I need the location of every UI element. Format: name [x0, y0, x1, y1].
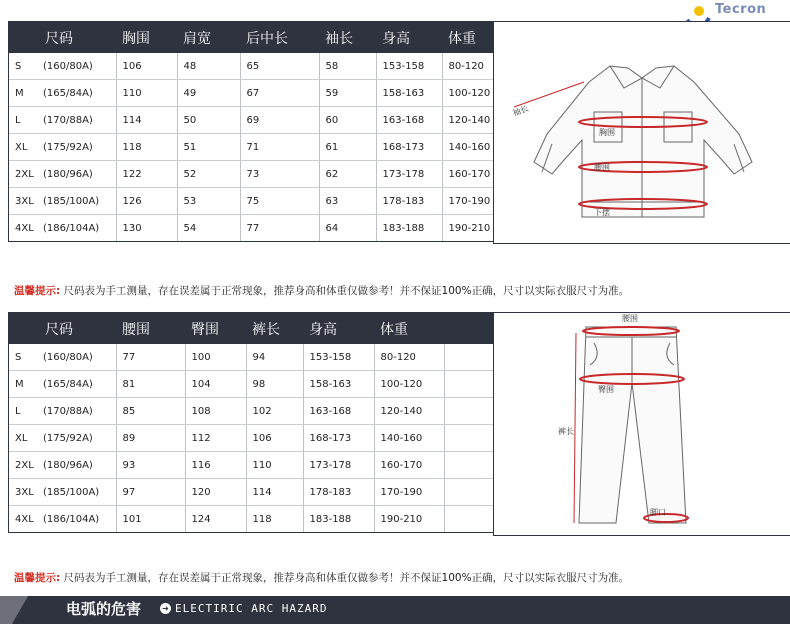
size-label: 3XL	[15, 486, 34, 498]
pants-size-table	[8, 312, 503, 533]
cell-size	[9, 161, 116, 188]
cell-height: 158-163	[303, 371, 374, 398]
cell-weight: 170-190	[442, 188, 503, 215]
cell-weight: 140-160	[374, 425, 444, 452]
size-code: (185/100A)	[43, 195, 100, 207]
cell-hip: 104	[185, 371, 246, 398]
cell-height: 173-178	[303, 452, 374, 479]
cell-waist: 93	[116, 452, 185, 479]
table-row	[9, 161, 503, 188]
cell-hip: 120	[185, 479, 246, 506]
size-label: XL	[15, 141, 28, 153]
cell-sleeve: 60	[319, 107, 376, 134]
size-label: 3XL	[15, 195, 34, 207]
cell-hip: 116	[185, 452, 246, 479]
size-label: 4XL	[15, 513, 34, 525]
cell-back: 65	[240, 53, 319, 80]
pants-diagram	[493, 312, 790, 536]
table-row	[9, 452, 501, 479]
header-size: 尺码	[9, 22, 116, 53]
cell-weight: 170-190	[374, 479, 444, 506]
cell-back: 75	[240, 188, 319, 215]
tip-text: 尺码表为手工测量，存在误差属于正常现象，推荐身高和体重仅做参考！并不保证100%正确，尺寸以实际衣服尺寸为准。	[63, 572, 630, 584]
tip-label: 温馨提示:	[14, 285, 61, 297]
cell-size	[9, 452, 116, 479]
cell-shoulder: 51	[177, 134, 240, 161]
cell-sleeve: 62	[319, 161, 376, 188]
header-height: 身高	[303, 313, 374, 344]
cell-sleeve: 63	[319, 188, 376, 215]
header-shoulder: 肩宽	[177, 22, 240, 53]
size-code: (180/96A)	[43, 168, 93, 180]
cell-sleeve: 58	[319, 53, 376, 80]
cell-weight: 100-120	[442, 80, 503, 107]
cell-height: 168-173	[303, 425, 374, 452]
cell-size	[9, 215, 116, 242]
table-row	[9, 506, 501, 533]
cell-size	[9, 398, 116, 425]
cell-back: 73	[240, 161, 319, 188]
cell-height: 153-158	[376, 53, 442, 80]
header-weight: 体重	[442, 22, 503, 53]
table-row	[9, 134, 503, 161]
label-cuff: 脚口	[650, 508, 666, 517]
cell-shoulder: 54	[177, 215, 240, 242]
size-label: 2XL	[15, 168, 34, 180]
table-row	[9, 215, 503, 242]
cell-chest: 118	[116, 134, 177, 161]
cell-waist: 97	[116, 479, 185, 506]
cell-weight: 120-140	[442, 107, 503, 134]
cell-height: 178-183	[376, 188, 442, 215]
footer-title: 电弧的危害	[66, 600, 142, 618]
cell-chest: 126	[116, 188, 177, 215]
cell-chest: 130	[116, 215, 177, 242]
size-label: L	[15, 114, 21, 126]
size-code: (186/104A)	[43, 222, 100, 234]
label-length: 裤长	[558, 427, 574, 436]
cell-size	[9, 107, 116, 134]
cell-shoulder: 52	[177, 161, 240, 188]
cell-back: 77	[240, 215, 319, 242]
cell-chest: 122	[116, 161, 177, 188]
cell-waist: 81	[116, 371, 185, 398]
header-weight: 体重	[374, 313, 444, 344]
size-label: S	[15, 60, 22, 72]
cell-length: 110	[246, 452, 303, 479]
cell-hip: 124	[185, 506, 246, 533]
jacket-header-row	[9, 22, 503, 53]
cell-height: 163-168	[303, 398, 374, 425]
tip-jacket	[14, 283, 629, 298]
cell-size	[9, 80, 116, 107]
cell-height: 168-173	[376, 134, 442, 161]
table-row	[9, 398, 501, 425]
cell-shoulder: 53	[177, 188, 240, 215]
footer-subtitle: ELECTIRIC ARC HAZARD	[175, 602, 328, 615]
cell-height: 153-158	[303, 344, 374, 371]
size-code: (160/80A)	[43, 351, 93, 363]
size-label: M	[15, 87, 24, 99]
jacket-illustration	[494, 22, 790, 243]
label-hem: 下摆	[594, 208, 610, 217]
tip-text: 尺码表为手工测量，存在误差属于正常现象，推荐身高和体重仅做参考！并不保证100%正确，尺寸以实际衣服尺寸为准。	[63, 285, 630, 297]
table-row	[9, 53, 503, 80]
cell-size	[9, 53, 116, 80]
label-waist: 腰围	[594, 163, 610, 172]
cell-back: 67	[240, 80, 319, 107]
cell-weight: 190-210	[374, 506, 444, 533]
cell-waist: 85	[116, 398, 185, 425]
arrow-right-icon: ➜	[160, 603, 171, 614]
table-row	[9, 479, 501, 506]
table-row	[9, 425, 501, 452]
cell-shoulder: 50	[177, 107, 240, 134]
size-code: (160/80A)	[43, 60, 93, 72]
cell-weight: 160-170	[442, 161, 503, 188]
cell-height: 183-188	[376, 215, 442, 242]
jacket-size-table	[8, 21, 505, 242]
section-footer	[0, 592, 790, 631]
cell-back: 71	[240, 134, 319, 161]
size-code: (185/100A)	[43, 486, 100, 498]
size-label: 4XL	[15, 222, 34, 234]
header-sleeve: 袖长	[319, 22, 376, 53]
pants-illustration	[494, 313, 790, 535]
cell-height: 183-188	[303, 506, 374, 533]
cell-chest: 106	[116, 53, 177, 80]
header-waist: 腰围	[116, 313, 185, 344]
header-size: 尺码	[9, 313, 116, 344]
label-hip: 臀围	[598, 385, 614, 394]
size-label: XL	[15, 432, 28, 444]
cell-size	[9, 506, 116, 533]
cell-length: 98	[246, 371, 303, 398]
cell-length: 102	[246, 398, 303, 425]
label-sleeve: 袖长	[511, 103, 530, 118]
cell-length: 94	[246, 344, 303, 371]
cell-height: 163-168	[376, 107, 442, 134]
cell-length: 114	[246, 479, 303, 506]
size-label: 2XL	[15, 459, 34, 471]
size-label: S	[15, 351, 22, 363]
tip-pants	[14, 570, 629, 585]
header-hip: 臀围	[185, 313, 246, 344]
cell-hip: 108	[185, 398, 246, 425]
size-code: (186/104A)	[43, 513, 100, 525]
size-label: M	[15, 378, 24, 390]
cell-size	[9, 344, 116, 371]
cell-back: 69	[240, 107, 319, 134]
footer-slant	[0, 596, 40, 624]
cell-size	[9, 188, 116, 215]
size-code: (175/92A)	[43, 432, 93, 444]
cell-size	[9, 479, 116, 506]
size-code: (175/92A)	[43, 141, 93, 153]
header-height: 身高	[376, 22, 442, 53]
cell-waist: 89	[116, 425, 185, 452]
cell-chest: 114	[116, 107, 177, 134]
tip-label: 温馨提示:	[14, 572, 61, 584]
cell-size	[9, 134, 116, 161]
cell-size	[9, 425, 116, 452]
cell-shoulder: 48	[177, 53, 240, 80]
size-code: (180/96A)	[43, 459, 93, 471]
size-code: (170/88A)	[43, 405, 93, 417]
table-row	[9, 344, 501, 371]
label-chest: 胸围	[599, 128, 615, 137]
cell-weight: 190-210	[442, 215, 503, 242]
header-back-length: 后中长	[240, 22, 319, 53]
table-row	[9, 107, 503, 134]
cell-weight: 80-120	[442, 53, 503, 80]
cell-length: 118	[246, 506, 303, 533]
logo-brand-text: Tecron	[715, 2, 767, 17]
cell-sleeve: 61	[319, 134, 376, 161]
cell-sleeve: 64	[319, 215, 376, 242]
cell-waist: 101	[116, 506, 185, 533]
cell-height: 178-183	[303, 479, 374, 506]
cell-size	[9, 371, 116, 398]
label-waist: 腰围	[622, 314, 638, 323]
cell-height: 173-178	[376, 161, 442, 188]
cell-weight: 160-170	[374, 452, 444, 479]
table-row	[9, 188, 503, 215]
size-code: (165/84A)	[43, 378, 93, 390]
table-row	[9, 371, 501, 398]
cell-hip: 112	[185, 425, 246, 452]
size-code: (170/88A)	[43, 114, 93, 126]
cell-weight: 120-140	[374, 398, 444, 425]
cell-length: 106	[246, 425, 303, 452]
pants-header-row	[9, 313, 501, 344]
table-row	[9, 80, 503, 107]
header-length: 裤长	[246, 313, 303, 344]
cell-shoulder: 49	[177, 80, 240, 107]
size-label: L	[15, 405, 21, 417]
jacket-diagram	[493, 21, 790, 244]
cell-waist: 77	[116, 344, 185, 371]
cell-weight: 80-120	[374, 344, 444, 371]
cell-weight: 100-120	[374, 371, 444, 398]
size-code: (165/84A)	[43, 87, 93, 99]
header-chest: 胸围	[116, 22, 177, 53]
cell-chest: 110	[116, 80, 177, 107]
cell-weight: 140-160	[442, 134, 503, 161]
cell-sleeve: 59	[319, 80, 376, 107]
cell-height: 158-163	[376, 80, 442, 107]
cell-hip: 100	[185, 344, 246, 371]
